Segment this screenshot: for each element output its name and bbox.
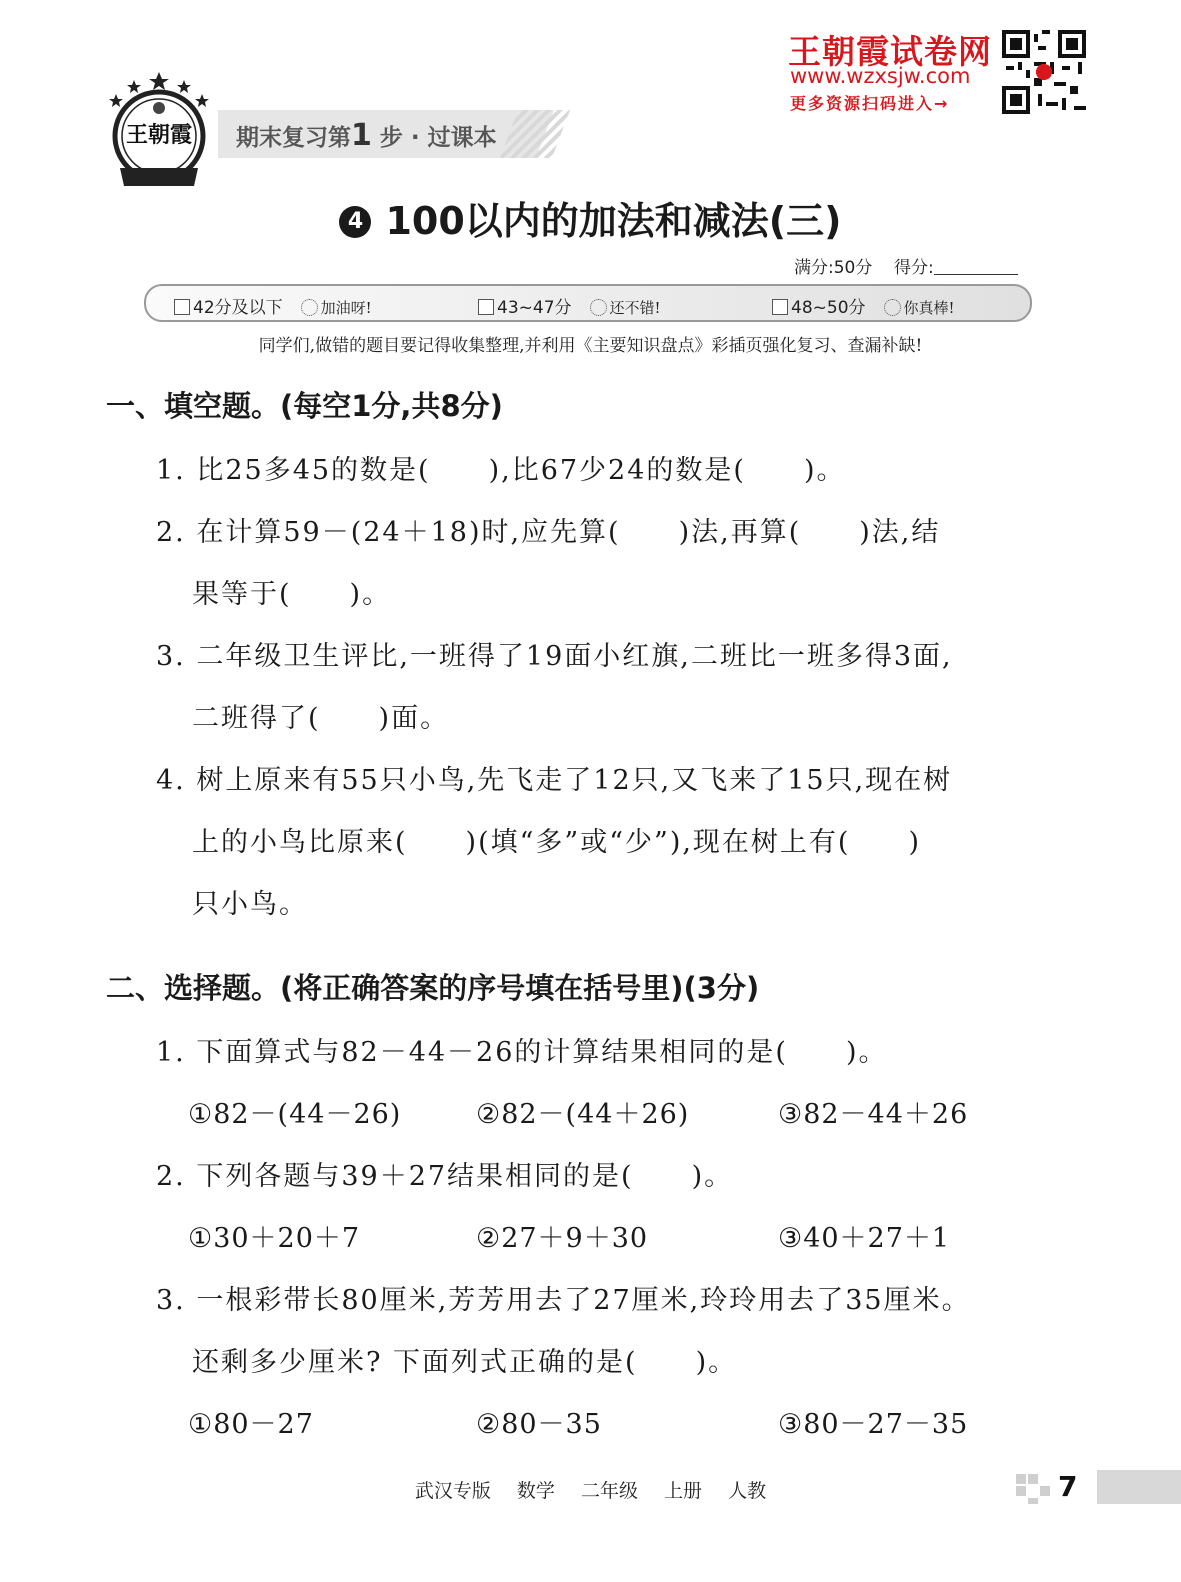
banner-step: 1 [351, 118, 372, 153]
question-line: 4. 树上原来有55只小鸟,先飞走了12只,又飞来了15只,现在树 [156, 765, 953, 796]
brand-url[interactable]: www.wzxsjw.com [790, 64, 971, 88]
score-line [794, 253, 1018, 278]
smiley-icon [301, 299, 318, 316]
page-title [0, 190, 1181, 245]
lesson-number-badge: 4 [339, 206, 371, 238]
question-line: 还剩多少厘米? 下面列式正确的是( )。 [192, 1347, 738, 1378]
footer-info [0, 1476, 1181, 1503]
rating-message: 还不错! [609, 299, 661, 317]
footer-volume: 上册 [664, 1480, 703, 1502]
question-line: 3. 二年级卫生评比,一班得了19面小红旗,二班比一班多得3面, [156, 641, 953, 672]
section-heading-multiple-choice: 二、选择题。(将正确答案的序号填在括号里)(3分) [106, 971, 760, 1005]
rating-option-2[interactable] [478, 293, 661, 318]
rating-option-1[interactable] [174, 293, 372, 318]
checkbox[interactable] [478, 299, 494, 315]
banner-suffix: 步 · 过课本 [379, 125, 497, 151]
choice-option[interactable]: ③40＋27＋1 [778, 1223, 951, 1254]
footer-publisher: 人教 [728, 1480, 767, 1502]
section-heading-fill-blank: 一、填空题。(每空1分,共8分) [106, 389, 503, 423]
page-number-bar [1097, 1470, 1181, 1504]
question-line: 1. 比25多45的数是( ),比67少24的数是( )。 [156, 455, 846, 486]
review-tip: 同学们,做错的题目要记得收集整理,并利用《主要知识盘点》彩插页强化复习、查漏补缺! [258, 336, 923, 356]
checkbox[interactable] [174, 299, 190, 315]
rating-message: 加油呀! [320, 299, 372, 317]
choice-option[interactable]: ②27＋9＋30 [476, 1223, 649, 1254]
rating-option-3[interactable] [772, 293, 955, 318]
lesson-title: 100以内的加法和减法(三) [385, 199, 842, 243]
step-banner-text [236, 118, 497, 153]
question-line: 果等于( )。 [192, 579, 392, 610]
score-blank[interactable] [934, 274, 1018, 275]
question-line: 3. 一根彩带长80厘米,芳芳用去了27厘米,玲玲用去了35厘米。 [156, 1285, 971, 1316]
brand-seal-logo [106, 70, 212, 188]
brand-name: 王朝霞试卷网 [788, 32, 992, 71]
rating-range: 42分及以下 [193, 298, 283, 318]
smiley-icon [590, 299, 607, 316]
choice-option[interactable]: ①80－27 [188, 1409, 314, 1440]
question-line: 1. 下面算式与82－44－26的计算结果相同的是( )。 [156, 1037, 888, 1068]
rating-message: 你真棒! [903, 299, 955, 317]
seal-text: 王朝霞 [125, 122, 193, 148]
brand-promo: 更多资源扫码进入→ [790, 94, 950, 113]
choice-option[interactable]: ①82－(44－26) [188, 1099, 402, 1130]
choice-option[interactable]: ③82－44＋26 [778, 1099, 969, 1130]
choice-option[interactable]: ②80－35 [476, 1409, 602, 1440]
question-line: 2. 在计算59－(24＋18)时,应先算( )法,再算( )法,结 [156, 517, 941, 548]
page-corner-decoration [1016, 1474, 1050, 1504]
got-score-label: 得分: [893, 258, 934, 278]
footer-edition: 武汉专版 [414, 1480, 491, 1502]
footer-grade: 二年级 [580, 1480, 638, 1502]
question-line: 只小鸟。 [192, 889, 308, 920]
checkbox[interactable] [772, 299, 788, 315]
page-number: 7 [1058, 1470, 1078, 1503]
smiley-icon [884, 299, 901, 316]
choice-option[interactable]: ③80－27－35 [778, 1409, 969, 1440]
full-score-label: 满分:50分 [794, 258, 873, 278]
question-line: 二班得了( )面。 [192, 703, 450, 734]
question-line: 上的小鸟比原来( )(填“多”或“少”),现在树上有( ) [192, 827, 921, 858]
self-rating-bar [144, 284, 1032, 322]
rating-range: 43~47分 [497, 298, 572, 318]
question-line: 2. 下列各题与39＋27结果相同的是( )。 [156, 1161, 734, 1192]
footer-subject: 数学 [516, 1480, 555, 1502]
rating-range: 48~50分 [791, 298, 866, 318]
choice-option[interactable]: ②82－(44＋26) [476, 1099, 690, 1130]
banner-prefix: 期末复习第 [236, 125, 351, 151]
choice-option[interactable]: ①30＋20＋7 [188, 1223, 361, 1254]
qr-code-icon[interactable] [1002, 30, 1086, 114]
